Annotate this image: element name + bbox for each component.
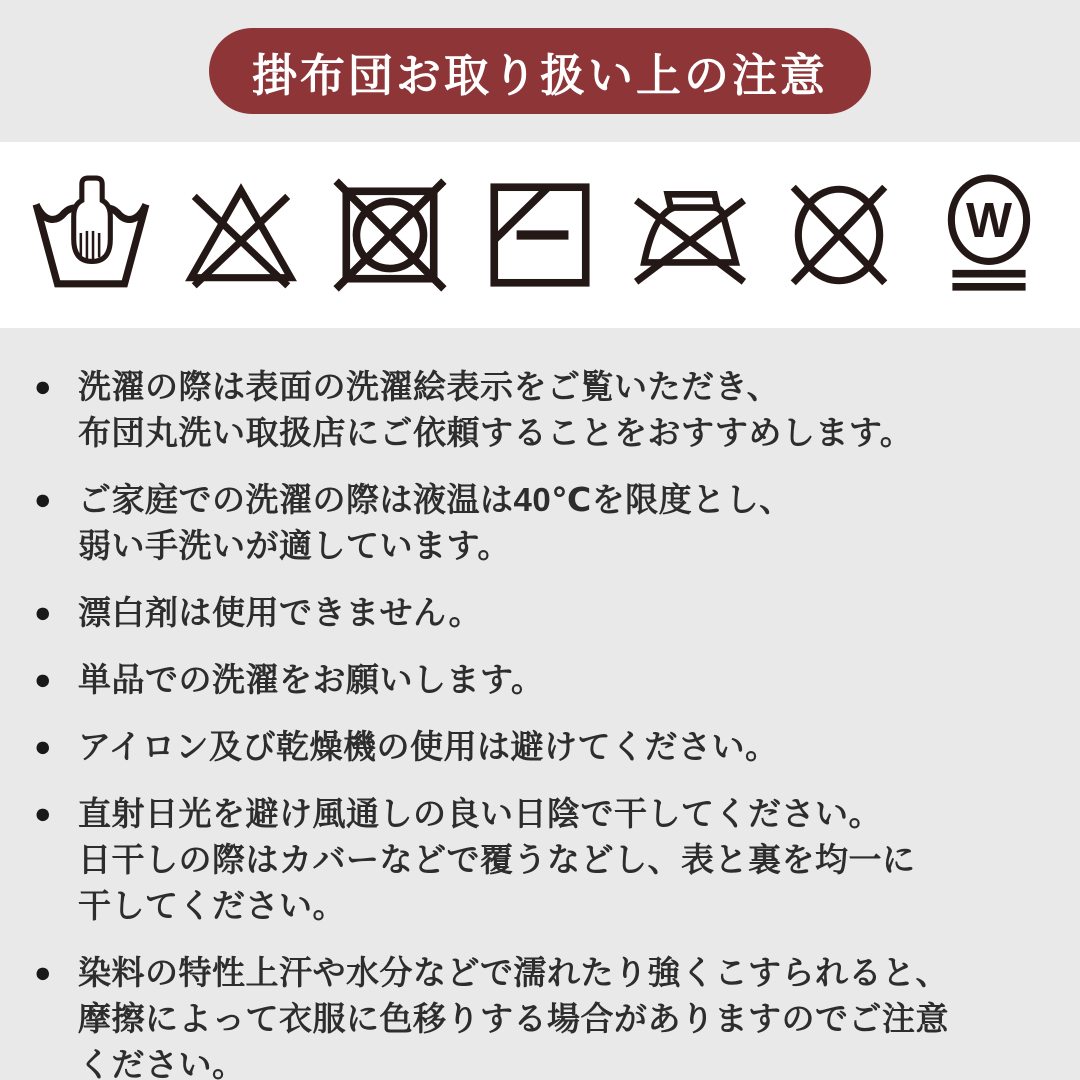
note-text: 直射日光を避け風通しの良い日陰で干してください。 日干しの際はカバーなどで覆うなどし、表と裏を均一に 干してください。 [78, 795, 916, 924]
list-item [34, 364, 1050, 456]
note-text: 染料の特性上汗や水分などで濡れたり強くこすられると、 摩擦によって衣服に色移りする場合がありますのでご注意 ください。 [78, 954, 949, 1080]
bullet-icon: ● [34, 798, 53, 830]
header-section [0, 0, 1080, 142]
hand-wash-icon [30, 174, 152, 296]
do-not-dry-clean-icon [778, 174, 900, 296]
list-item [34, 590, 1050, 636]
list-item [34, 477, 1050, 569]
list-item [34, 950, 1050, 1080]
note-text: 単品での洗濯をお願いします。 [78, 661, 545, 698]
bullet-icon: ● [34, 731, 53, 763]
wet-clean-gentle-icon [928, 174, 1050, 296]
bullet-icon: ● [34, 484, 53, 516]
do-not-iron-icon [629, 174, 751, 296]
list-item [34, 657, 1050, 703]
bullet-icon: ● [34, 664, 53, 696]
note-text: 洗濯の際は表面の洗濯絵表示をご覧いただき、 布団丸洗い取扱店にご依頼することをおすすめします。 [78, 368, 914, 451]
care-symbols-row [0, 142, 1080, 328]
do-not-bleach-icon [180, 174, 302, 296]
list-item [34, 724, 1050, 770]
page-title: 掛布団お取り扱い上の注意 [251, 49, 828, 101]
note-text: ご家庭での洗濯の際は液温は40℃を限度とし、 弱い手洗いが適しています。 [78, 481, 793, 564]
notes-list [0, 328, 1080, 1080]
bullet-icon: ● [34, 371, 53, 403]
note-text: 漂白剤は使用できません。 [78, 594, 482, 631]
bullet-icon: ● [34, 597, 53, 629]
header-banner [209, 28, 871, 114]
wet-clean-letter: W [965, 194, 1012, 249]
bullet-icon: ● [34, 957, 53, 989]
list-item [34, 791, 1050, 929]
do-not-tumble-dry-icon [329, 174, 451, 296]
note-text: アイロン及び乾燥機の使用は避けてください。 [78, 728, 779, 765]
flat-dry-in-shade-icon [479, 174, 601, 296]
